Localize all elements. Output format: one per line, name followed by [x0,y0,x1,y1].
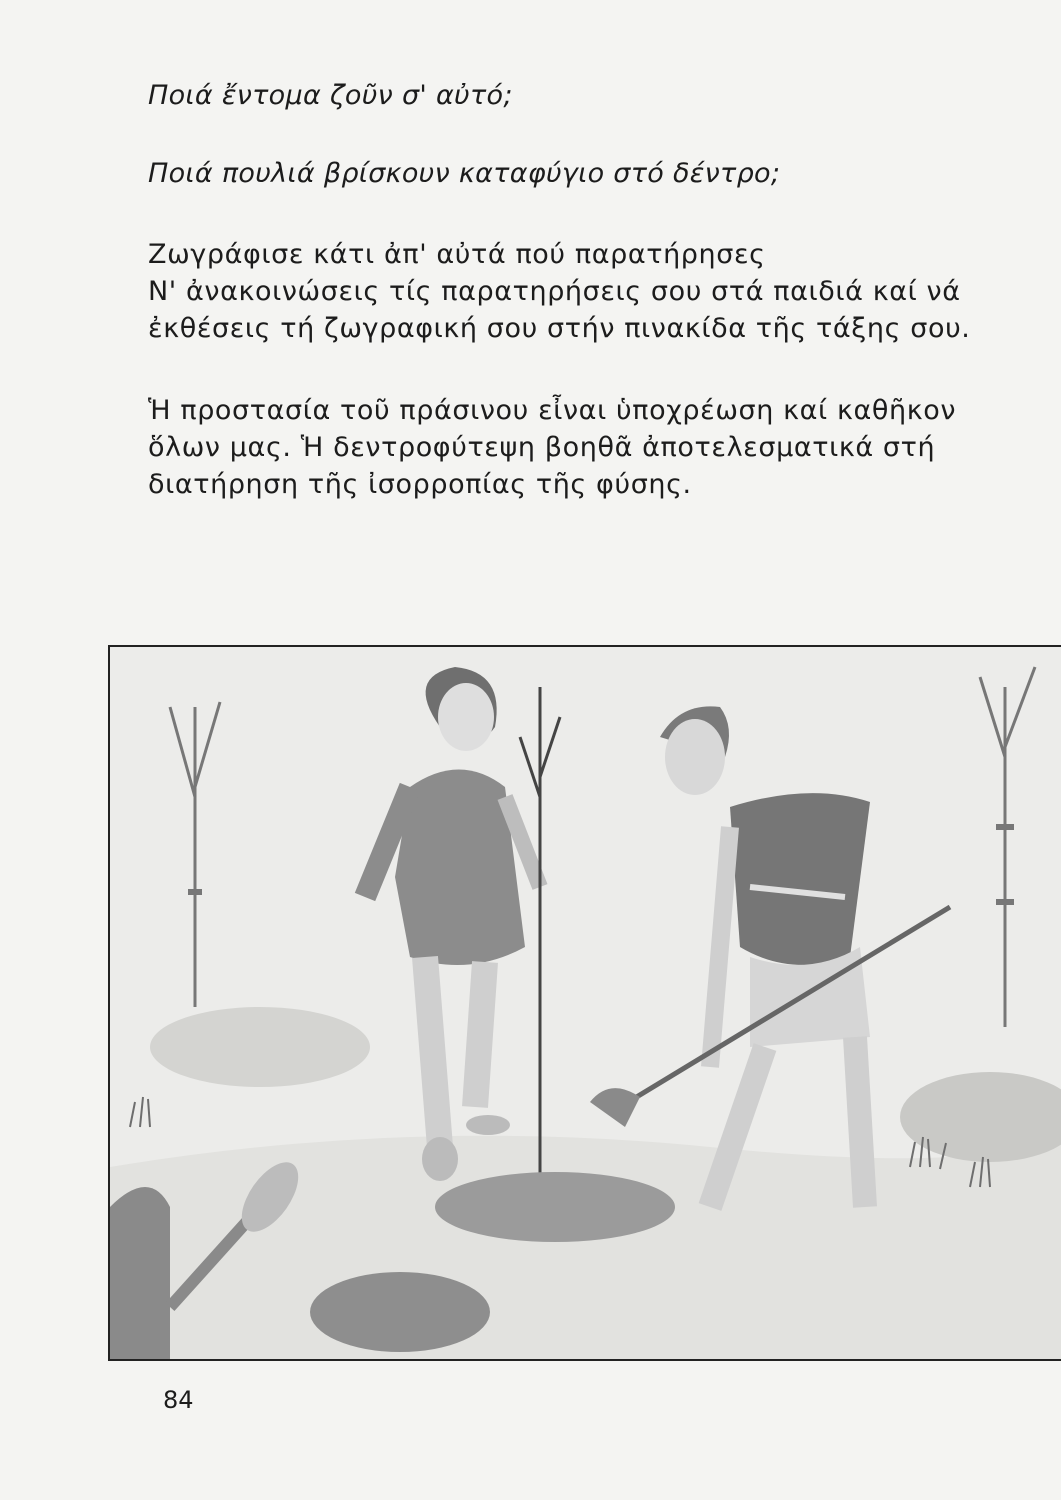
paragraph-line: διατήρηση τῆς ἰσορροπίας τῆς φύσης. [148,469,692,500]
paragraph-line: Ἡ προστασία τοῦ πράσινου εἶναι ὑποχρέωση καί καθῆκον [148,395,957,426]
planting-hole-soil [435,1172,675,1242]
rock [310,1272,490,1352]
page-number: 84 [163,1386,194,1414]
bush [150,1007,370,1087]
instruction-line: ἐκθέσεις τή ζωγραφική σου στήν πινακίδα τῆς τάξης σου. [148,313,971,344]
protection-paragraph [148,392,1018,503]
paragraph-line: ὅλων μας. Ἡ δεντροφύτεψη βοηθᾶ ἀποτελεσματικά στή [148,432,936,463]
instruction-line: Ν' ἀνακοινώσεις τίς παρατηρήσεις σου στά παιδιά καί νά [148,276,961,307]
tree-planting-illustration [108,645,1061,1361]
question-insects: Ποιά ἔντομα ζοῦν σ' αὐτό; [148,80,513,111]
instructions-block [148,236,1018,347]
instruction-line: Ζωγράφισε κάτι ἀπ' αὐτά πού παρατήρησες [148,239,766,270]
question-birds: Ποιά πουλιά βρίσκουν καταφύγιο στό δέντρο; [148,158,781,189]
